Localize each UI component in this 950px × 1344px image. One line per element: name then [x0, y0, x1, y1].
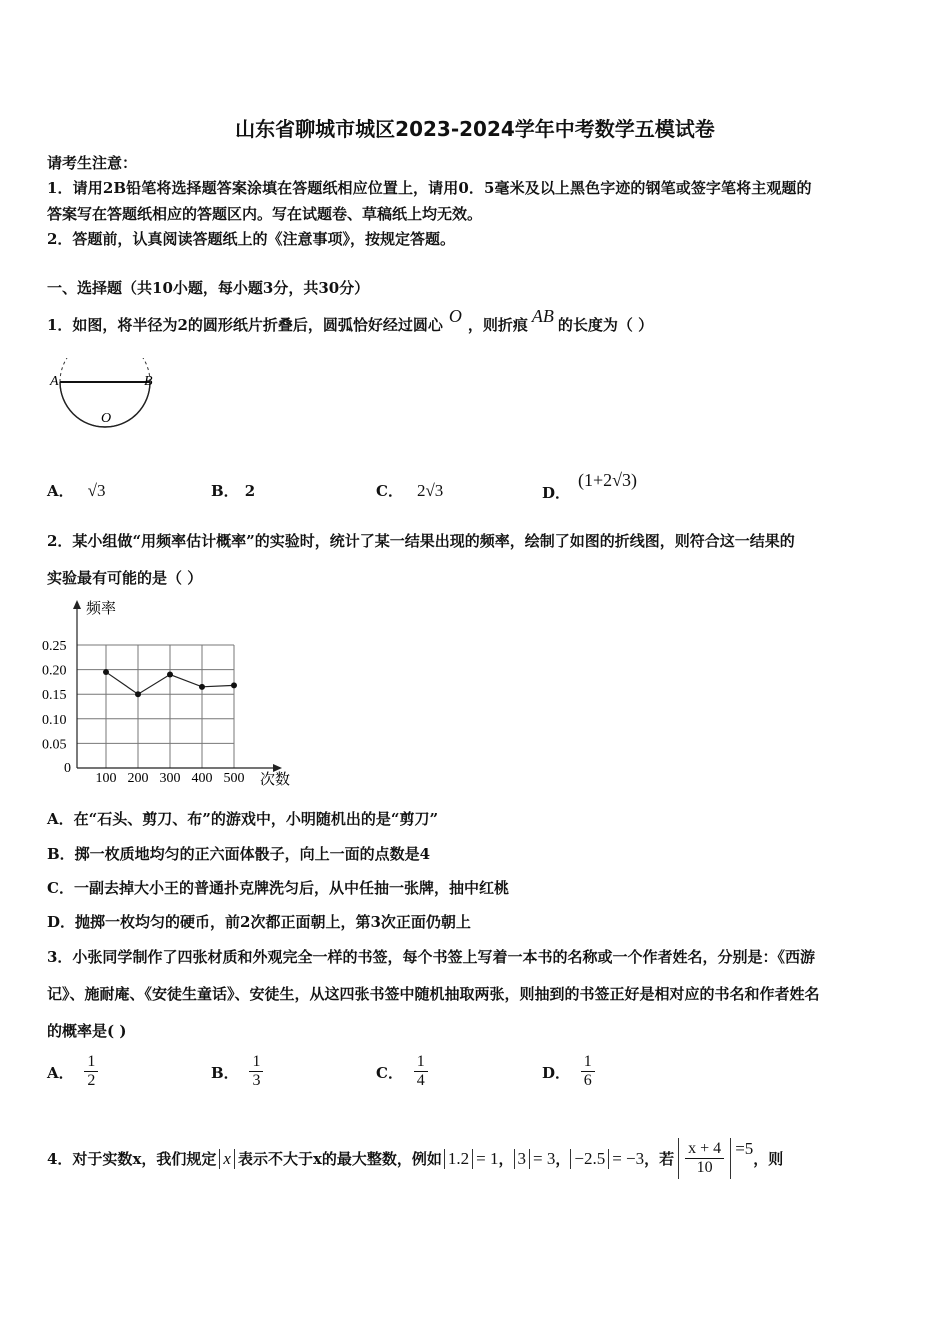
q3-option-c[interactable]: C． $\frac{1}{4}$ [376, 1053, 428, 1090]
q1-option-a[interactable]: A． √3 [47, 481, 106, 500]
q1-option-c-value: 2√3 [416, 481, 444, 500]
y-axis-arrow [73, 600, 81, 609]
q3-option-d-fraction: $\frac{1}{6}$ [581, 1053, 595, 1090]
x-tick-label: 500 [223, 771, 245, 786]
q4-floor-fraction: $\frac{x + 4}{10}$ [678, 1138, 731, 1179]
data-point [199, 684, 205, 690]
data-point [135, 691, 141, 697]
q3-option-a[interactable]: A． $\frac{1}{2}$ [47, 1053, 98, 1090]
label-o: O [101, 411, 112, 426]
q3-line-2: 记》、施耐庵、《安徒生童话》、安徒生，从这四张书签中随机抽取两张，则抽到的书签正好是相对应的书名和作者姓名 [47, 985, 820, 1003]
q4-sep-1: ， [498, 1150, 514, 1168]
q2-option-c[interactable]: C．一副去掉大小王的普通扑克牌洗匀后，从中任抽一张牌，抽中红桃 [47, 879, 509, 897]
q1-option-a-value: √3 [87, 481, 106, 500]
q1-symbol-o: O [448, 306, 462, 326]
q3-option-b-fraction: $\frac{1}{3}$ [249, 1053, 263, 1090]
q4-floor-x: x [219, 1149, 235, 1169]
question-1 [47, 306, 654, 335]
x-axis-label: 次数 [260, 772, 291, 788]
q4-text-1: 4．对于实数x，我们规定 [47, 1150, 217, 1168]
q2-option-d[interactable]: D．抛掷一枚均匀的硬币，前2次都正面朝上，第3次正面仍朝上 [47, 913, 471, 931]
notice-heading: 请考生注意： [47, 154, 138, 172]
q3-line-1: 3．小张同学制作了四张材质和外观完全一样的书签，每个书签上写着一本书的名称或一个作者姓名，分别是：《西游 [47, 948, 815, 966]
y-axis-label: 频率 [86, 601, 117, 617]
q1-option-c[interactable]: C． 2√3 [376, 481, 444, 500]
q1-text-b: ，则折痕 [467, 316, 528, 334]
q4-example-3-result: = −3 [612, 1148, 645, 1168]
q3-option-c-fraction: $\frac{1}{4}$ [414, 1053, 428, 1090]
q1-option-d[interactable]: D．(1+2√3) [542, 470, 638, 502]
data-point [167, 672, 173, 678]
y-tick-label: 0.15 [42, 688, 67, 704]
q1-symbol-ab: AB [531, 306, 554, 326]
y-tick-label: 0.05 [42, 737, 67, 753]
section-heading: 一、选择题（共10小题，每小题3分，共30分） [47, 279, 370, 297]
notice-line-1b: 答案写在答题纸相应的答题区内。写在试题卷、草稿纸上均无效。 [47, 205, 483, 223]
data-point [103, 669, 109, 675]
q4-equals: =5 [735, 1138, 754, 1158]
q2-option-b[interactable]: B．掷一枚质地均匀的正六面体骰子，向上一面的点数是4 [47, 845, 431, 863]
q2-line-2: 实验最有可能的是（ ） [47, 569, 203, 587]
notice-line-1: 1．请用2B铅笔将选择题答案涂填在答题纸相应位置上，请用0．5毫米及以上黑色字迹的钢笔或签字笔将主观题的 [47, 179, 812, 197]
label-b: B [144, 374, 153, 389]
q1-option-d-value: (1+2√3) [578, 470, 638, 490]
y-tick-label: 0.20 [42, 663, 67, 679]
q1-circle-figure [45, 358, 165, 458]
x-tick-label: 400 [191, 771, 213, 786]
q3-option-b[interactable]: B． $\frac{1}{3}$ [211, 1053, 263, 1090]
x-axis-arrow [273, 764, 282, 772]
q1-text-a: 1．如图，将半径为2的圆形纸片折叠后，圆弧恰好经过圆心 [47, 316, 443, 334]
q1-option-b-value: 2 [244, 482, 256, 500]
origin-label: 0 [64, 761, 71, 776]
q1-option-b[interactable]: B． 2 [211, 482, 256, 500]
q4-text-4: ，则 [753, 1150, 784, 1168]
q3-line-3: 的概率是( ) [47, 1022, 127, 1040]
q4-example-1: 1.2 [444, 1149, 473, 1169]
data-point [231, 682, 237, 688]
frequency-line-chart [40, 598, 300, 790]
q3-option-d[interactable]: D． $\frac{1}{6}$ [542, 1053, 595, 1090]
x-tick-label: 200 [127, 771, 149, 786]
q4-example-2: 3 [514, 1149, 531, 1169]
q4-example-1-result: = 1 [476, 1148, 499, 1168]
y-tick-label: 0.25 [42, 639, 67, 654]
notice-line-2: 2．答题前，认真阅读答题纸上的《注意事项》，按规定答题。 [47, 230, 455, 248]
y-tick-label: 0.10 [42, 712, 67, 728]
q3-option-a-fraction: $\frac{1}{2}$ [84, 1053, 98, 1090]
q4-example-2-result: = 3 [533, 1148, 556, 1168]
q4-text-2: 表示不大于x的最大整数，例如 [237, 1150, 442, 1168]
x-tick-label: 300 [159, 771, 181, 786]
page-title: 山东省聊城市城区2023-2024学年中考数学五模试卷 [235, 117, 715, 141]
q4-sep-2: ， [555, 1150, 571, 1168]
q4-text-3: ，若 [644, 1150, 675, 1168]
x-tick-label: 100 [95, 771, 117, 786]
dashed-arc [60, 358, 150, 382]
q4-example-3: −2.5 [570, 1149, 609, 1169]
label-a: A [50, 374, 59, 389]
question-4 [47, 1138, 783, 1179]
q2-option-a[interactable]: A．在“石头、剪刀、布”的游戏中，小明随机出的是“剪刀” [47, 810, 439, 828]
q1-text-c: 的长度为（ ） [557, 316, 654, 334]
q2-line-1: 2．某小组做“用频率估计概率”的实验时，统计了某一结果出现的频率，绘制了如图的折线图，则符合这一结果的 [47, 532, 795, 550]
